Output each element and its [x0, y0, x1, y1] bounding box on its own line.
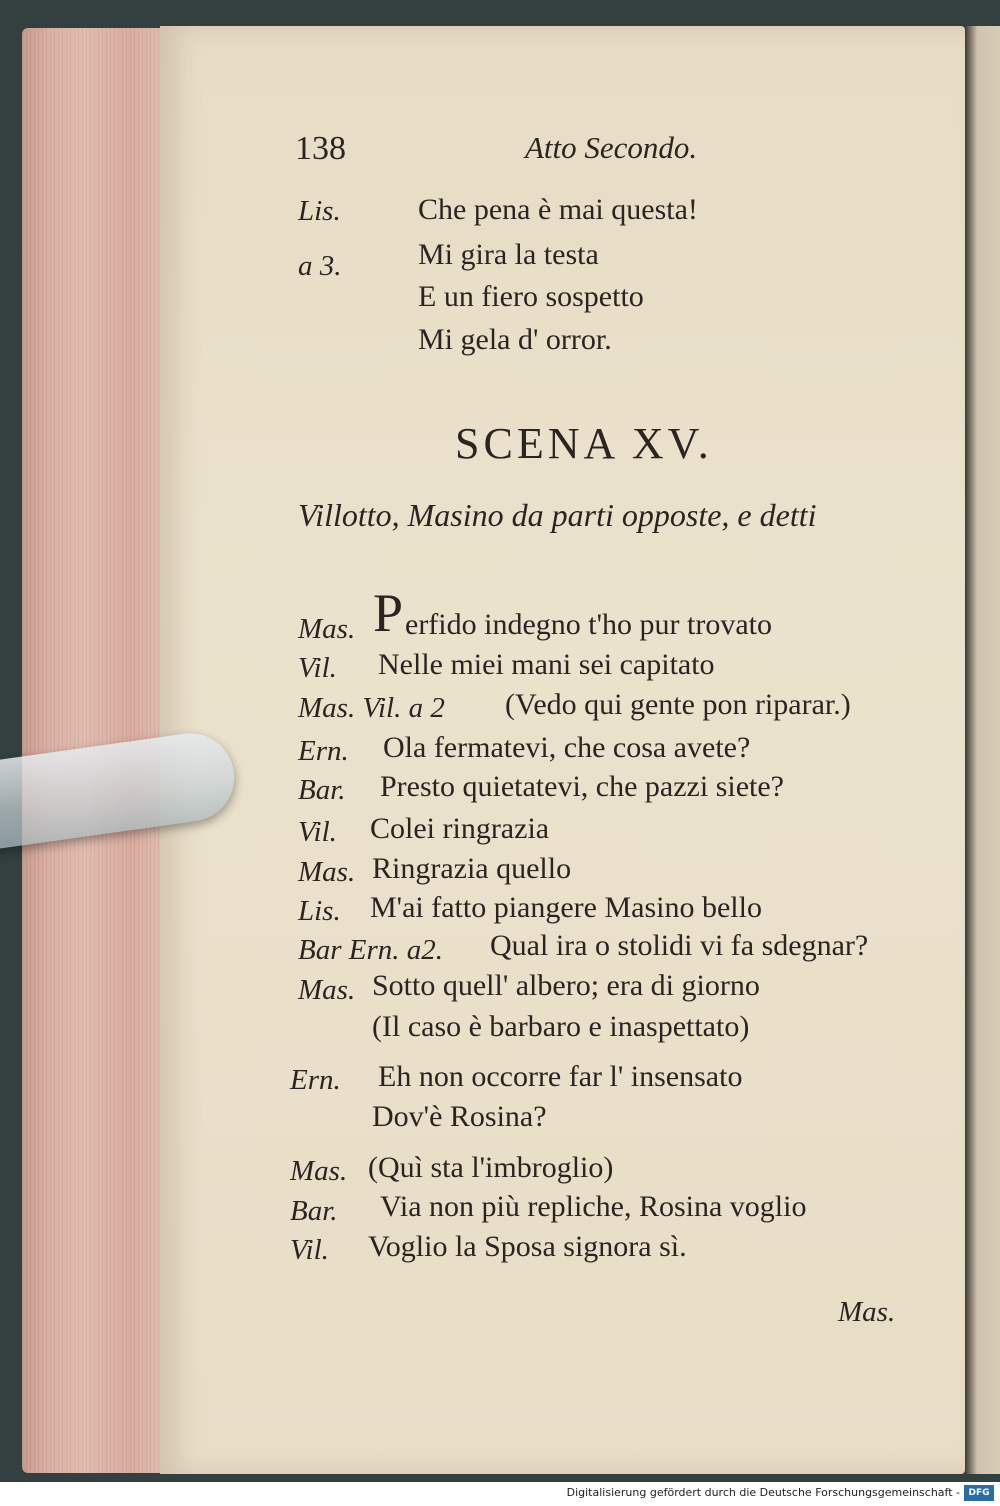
aria-speaker: a 3. — [298, 250, 342, 282]
dialogue-line: Qual ira o stolidi vi fa sdegnar? — [490, 929, 869, 962]
dialogue-line: M'ai fatto piangere Masino bello — [370, 891, 762, 924]
dialogue-speaker: Ern. — [298, 735, 349, 767]
drop-initial: P — [373, 583, 404, 643]
dialogue-speaker: Mas. — [290, 1155, 348, 1187]
aria-line: Che pena è mai questa! — [418, 193, 698, 226]
facing-page-edge — [965, 26, 1000, 1474]
dialogue-line: Sotto quell' albero; era di giorno — [372, 969, 760, 1002]
dialogue-line: erfido indegno t'ho pur trovato — [405, 608, 772, 641]
dialogue-speaker: Mas. — [298, 974, 356, 1006]
dialogue-speaker: Mas. — [298, 856, 356, 888]
dialogue-speaker: Vil. — [298, 652, 337, 684]
dialogue-speaker: Ern. — [290, 1064, 341, 1096]
dialogue-speaker: Bar. — [290, 1195, 338, 1227]
dialogue-speaker: Bar Ern. a2. — [298, 934, 443, 966]
dialogue-line: Dov'è Rosina? — [372, 1100, 547, 1133]
dialogue-line: Colei ringrazia — [370, 812, 550, 845]
scene-heading: SCENA XV. — [455, 419, 713, 468]
dialogue-line: (Vedo qui gente pon riparar.) — [505, 688, 851, 721]
dialogue-line: Nelle miei mani sei capitato — [378, 648, 715, 681]
dialogue-line: Eh non occorre far l' insensato — [378, 1060, 743, 1093]
dialogue-line: Presto quietatevi, che pazzi siete? — [380, 770, 784, 803]
dialogue-line: Ringrazia quello — [372, 852, 572, 885]
aria-line: Mi gira la testa — [418, 238, 599, 271]
dialogue-speaker: Mas. Vil. a 2 — [298, 692, 445, 724]
page-number: 138 — [295, 130, 346, 167]
scene-characters: Villotto, Masino da parti opposte, e detti — [298, 497, 817, 533]
dialogue-line: Ola fermatevi, che cosa avete? — [383, 731, 751, 764]
footer-credit: Digitalisierung gefördert durch die Deutsche Forschungsgemeinschaft - — [566, 1486, 960, 1499]
catchword: Mas. — [838, 1296, 896, 1328]
dialogue-line: Via non più repliche, Rosina voglio — [380, 1190, 807, 1223]
aria-line: E un fiero sospetto — [418, 280, 644, 313]
dialogue-line: Voglio la Sposa signora sì. — [368, 1230, 687, 1263]
dialogue-line: (Il caso è barbaro e inaspettato) — [372, 1010, 750, 1043]
footer-bar — [0, 1482, 1000, 1506]
dialogue-speaker: Vil. — [290, 1234, 329, 1266]
running-head-title: Atto Secondo. — [525, 130, 698, 165]
dialogue-speaker: Bar. — [298, 774, 346, 806]
aria-speaker: Lis. — [298, 195, 341, 227]
aria-line: Mi gela d' orror. — [418, 323, 612, 356]
dfg-logo: DFG — [964, 1485, 994, 1501]
dialogue-speaker: Lis. — [298, 895, 341, 927]
dialogue-speaker: Mas. — [298, 613, 356, 645]
dialogue-line: (Quì sta l'imbroglio) — [368, 1151, 614, 1184]
dialogue-speaker: Vil. — [298, 816, 337, 848]
